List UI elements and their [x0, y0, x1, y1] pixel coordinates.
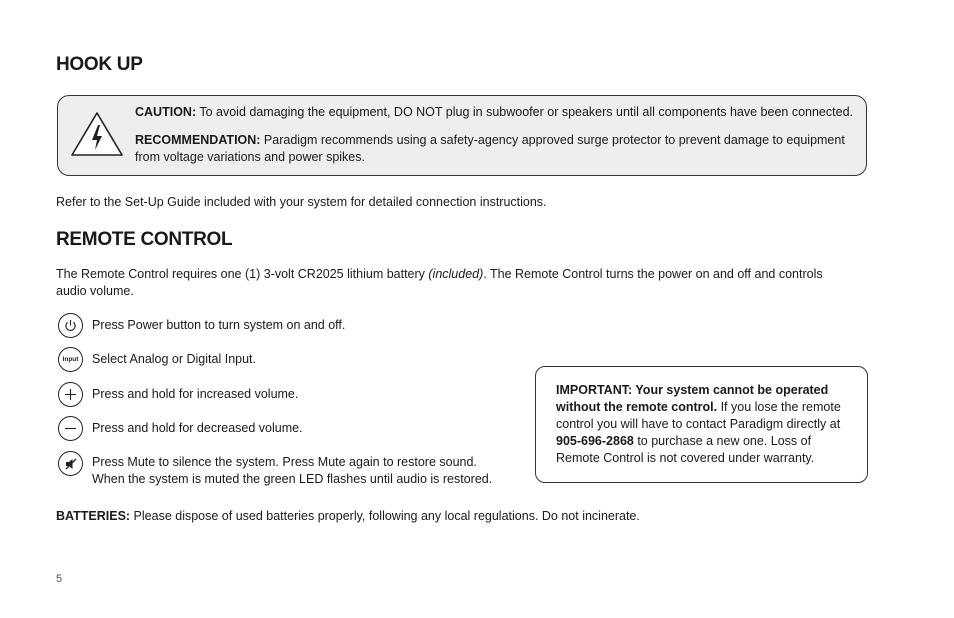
recommendation-paragraph: [135, 132, 855, 166]
remote-intro-italic: (included): [428, 267, 484, 281]
power-item-text: Press Power button to turn system on and off.: [92, 318, 346, 332]
important-text2: to purchase a new one. Loss of Remote Control is not covered under warranty.: [556, 434, 815, 465]
recommendation-label: RECOMMENDATION:: [135, 133, 261, 147]
input-icon: [58, 347, 83, 372]
caution-text: To avoid damaging the equipment, DO NOT plug in subwoofer or speakers until all components have been connected.: [196, 105, 853, 119]
mute-item-line1: Press Mute to silence the system. Press Mute again to restore sound.: [92, 455, 477, 469]
caution-label: CAUTION:: [135, 105, 197, 119]
warning-triangle-icon: [70, 111, 124, 157]
input-item-text: Select Analog or Digital Input.: [92, 352, 256, 366]
hookup-title: HOOK UP: [56, 54, 143, 75]
minus-item-text: Press and hold for decreased volume.: [92, 421, 303, 435]
caution-paragraph: [135, 104, 860, 121]
remote-intro-after: . The Remote Control turns the power on and off and controls audio volume.: [56, 267, 823, 298]
caution-box: [57, 95, 867, 176]
important-paragraph: [556, 382, 858, 467]
important-phone: 905-696-2868: [556, 434, 634, 448]
input-icon-label: Input: [62, 356, 79, 363]
batteries-paragraph: [56, 508, 640, 525]
batteries-text: Please dispose of used batteries properly, following any local regulations. Do not incinerate.: [130, 509, 640, 523]
important-bold: IMPORTANT: Your system cannot be operated without the remote control.: [556, 383, 829, 414]
power-icon: [58, 313, 83, 338]
refer-text: Refer to the Set-Up Guide included with your system for detailed connection instructions.: [56, 195, 547, 209]
important-text1: If you lose the remote control you will have to contact Paradigm directly at: [556, 400, 841, 431]
mute-item-line2: When the system is muted the green LED flashes until audio is restored.: [92, 472, 493, 486]
mute-icon: [58, 451, 83, 476]
batteries-label: BATTERIES:: [56, 509, 131, 523]
remote-title: REMOTE CONTROL: [56, 229, 233, 250]
minus-icon: [58, 416, 83, 441]
remote-intro-before: The Remote Control requires one (1) 3-volt CR2025 lithium battery: [56, 267, 429, 281]
mute-item-text: [92, 454, 522, 488]
plus-icon: [58, 382, 83, 407]
important-box: [535, 366, 868, 483]
plus-item-text: Press and hold for increased volume.: [92, 387, 299, 401]
page-number: 5: [56, 573, 63, 585]
remote-intro: [56, 266, 856, 300]
recommendation-text: Paradigm recommends using a safety-agency approved surge protector to prevent damage to equipment from voltage variations and power spikes.: [135, 133, 845, 164]
